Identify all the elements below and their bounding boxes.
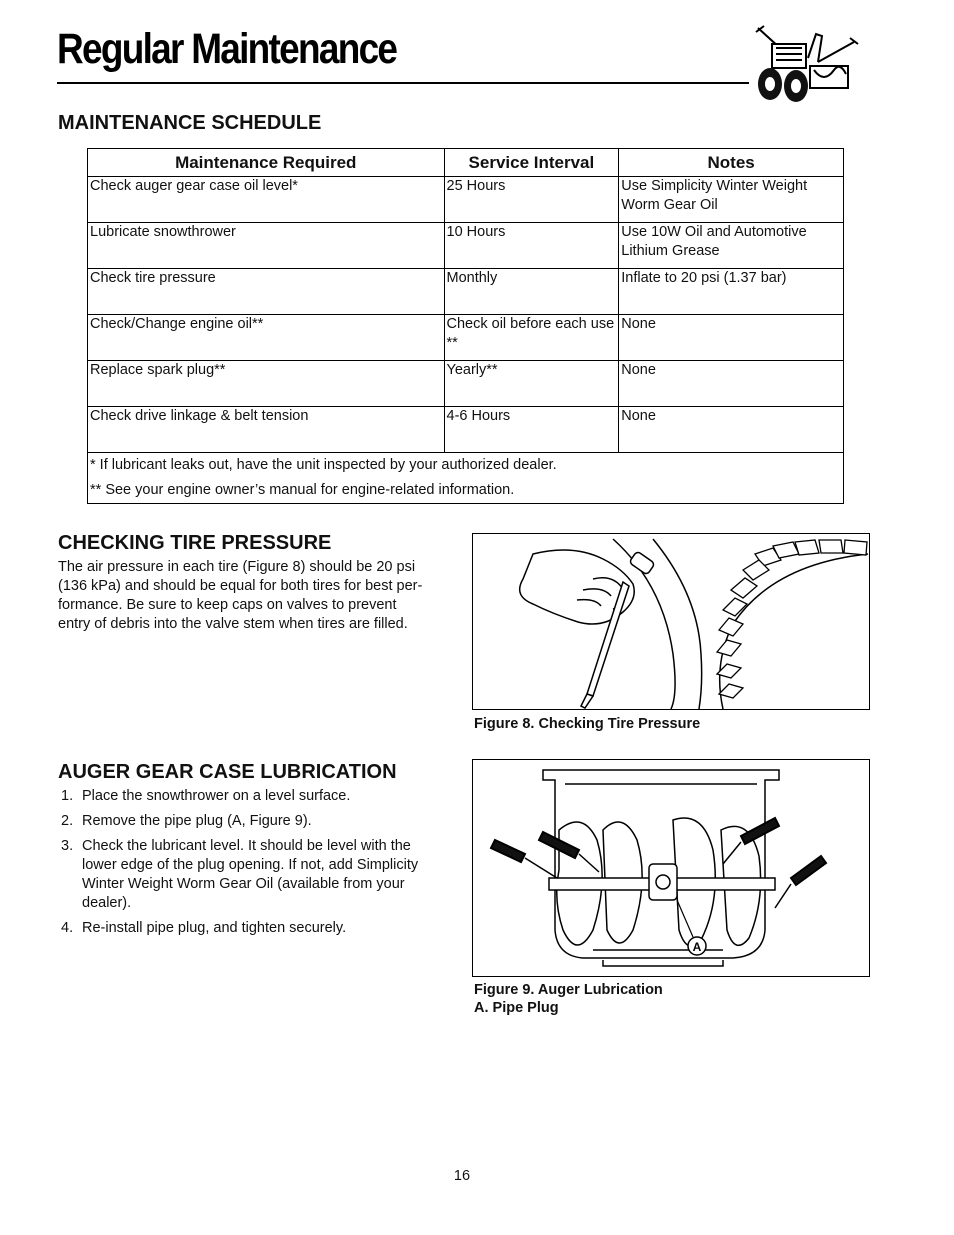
text-line: The air pressure in each tire (Figure 8) should be 20 psi	[58, 559, 416, 575]
footnote-2: ** See your engine owner’s manual for engine-related information.	[90, 482, 515, 498]
text-line: formance. Be sure to keep caps on valves to prevent	[58, 597, 397, 613]
task-cell: Check drive linkage & belt tension	[88, 407, 445, 453]
interval-cell: Check oil before each use **	[444, 315, 619, 361]
table-header-row	[88, 149, 844, 177]
step-number: 1.	[61, 788, 74, 804]
list-item	[58, 812, 458, 831]
notes-cell: Use 10W Oil and Automotive Lithium Grease	[619, 223, 844, 269]
step-number: 4.	[61, 920, 74, 936]
callout-a-label: A	[692, 940, 702, 954]
text-line: dealer).	[82, 895, 132, 911]
title-rule	[57, 82, 749, 84]
task-cell: Check tire pressure	[88, 269, 445, 315]
notes-cell: None	[619, 407, 844, 453]
step-number: 3.	[61, 838, 74, 854]
list-item	[58, 837, 458, 913]
task-cell: Lubricate snowthrower	[88, 223, 445, 269]
text-line: Place the snowthrower on a level surface.	[82, 788, 351, 804]
notes-cell: Inflate to 20 psi (1.37 bar)	[619, 269, 844, 315]
figure-9-caption: Figure 9. Auger Lubrication	[474, 982, 663, 998]
table-row	[88, 407, 844, 453]
column-header-interval: Service Interval	[444, 149, 619, 177]
table-row	[88, 315, 844, 361]
column-header-notes: Notes	[619, 149, 844, 177]
text-line: Re-install pipe plug, and tighten securely.	[82, 920, 347, 936]
table-row	[88, 361, 844, 407]
interval-cell: Yearly**	[444, 361, 619, 407]
auger-lubrication-heading: AUGER GEAR CASE LUBRICATION	[58, 761, 397, 783]
figure-9-legend: A. Pipe Plug	[474, 1000, 559, 1016]
snowthrower-logo-icon	[750, 22, 862, 104]
footnote-1: * If lubricant leaks out, have the unit inspected by your authorized dealer.	[90, 457, 557, 473]
interval-cell: 10 Hours	[444, 223, 619, 269]
text-line: Check the lubricant level. It should be level with the	[82, 838, 411, 854]
interval-cell: Monthly	[444, 269, 619, 315]
table-row	[88, 177, 844, 223]
interval-cell: 4-6 Hours	[444, 407, 619, 453]
footnotes-cell	[88, 453, 844, 504]
tire-pressure-text	[58, 558, 458, 634]
tire-pressure-figure	[472, 533, 870, 710]
task-cell: Replace spark plug**	[88, 361, 445, 407]
column-header-maintenance: Maintenance Required	[88, 149, 445, 177]
notes-cell: None	[619, 361, 844, 407]
task-cell: Check auger gear case oil level*	[88, 177, 445, 223]
notes-cell: Use Simplicity Winter Weight Worm Gear Oil	[619, 177, 844, 223]
figure-8-caption: Figure 8. Checking Tire Pressure	[474, 716, 701, 732]
text-line: Remove the pipe plug (A, Figure 9).	[82, 813, 312, 829]
step-number: 2.	[61, 813, 74, 829]
list-item	[58, 787, 458, 806]
list-item	[58, 919, 458, 938]
auger-lubrication-figure	[472, 759, 870, 977]
maintenance-schedule-heading: MAINTENANCE SCHEDULE	[58, 112, 322, 134]
footnote-row	[88, 453, 844, 504]
text-line: Winter Weight Worm Gear Oil (available from your	[82, 876, 405, 892]
interval-cell: 25 Hours	[444, 177, 619, 223]
tire-pressure-heading: CHECKING TIRE PRESSURE	[58, 532, 332, 554]
table-row	[88, 269, 844, 315]
table-row	[88, 223, 844, 269]
notes-cell: None	[619, 315, 844, 361]
maintenance-schedule-table	[87, 148, 844, 504]
task-cell: Check/Change engine oil**	[88, 315, 445, 361]
page-number: 16	[453, 1168, 471, 1184]
text-line: (136 kPa) and should be equal for both tires for best per-	[58, 578, 423, 594]
text-line: lower edge of the plug opening. If not, add Simplicity	[82, 857, 419, 873]
page-title: Regular Maintenance	[57, 25, 397, 73]
text-line: entry of debris into the valve stem when tires are filled.	[58, 616, 408, 632]
auger-lubrication-steps	[58, 787, 458, 944]
